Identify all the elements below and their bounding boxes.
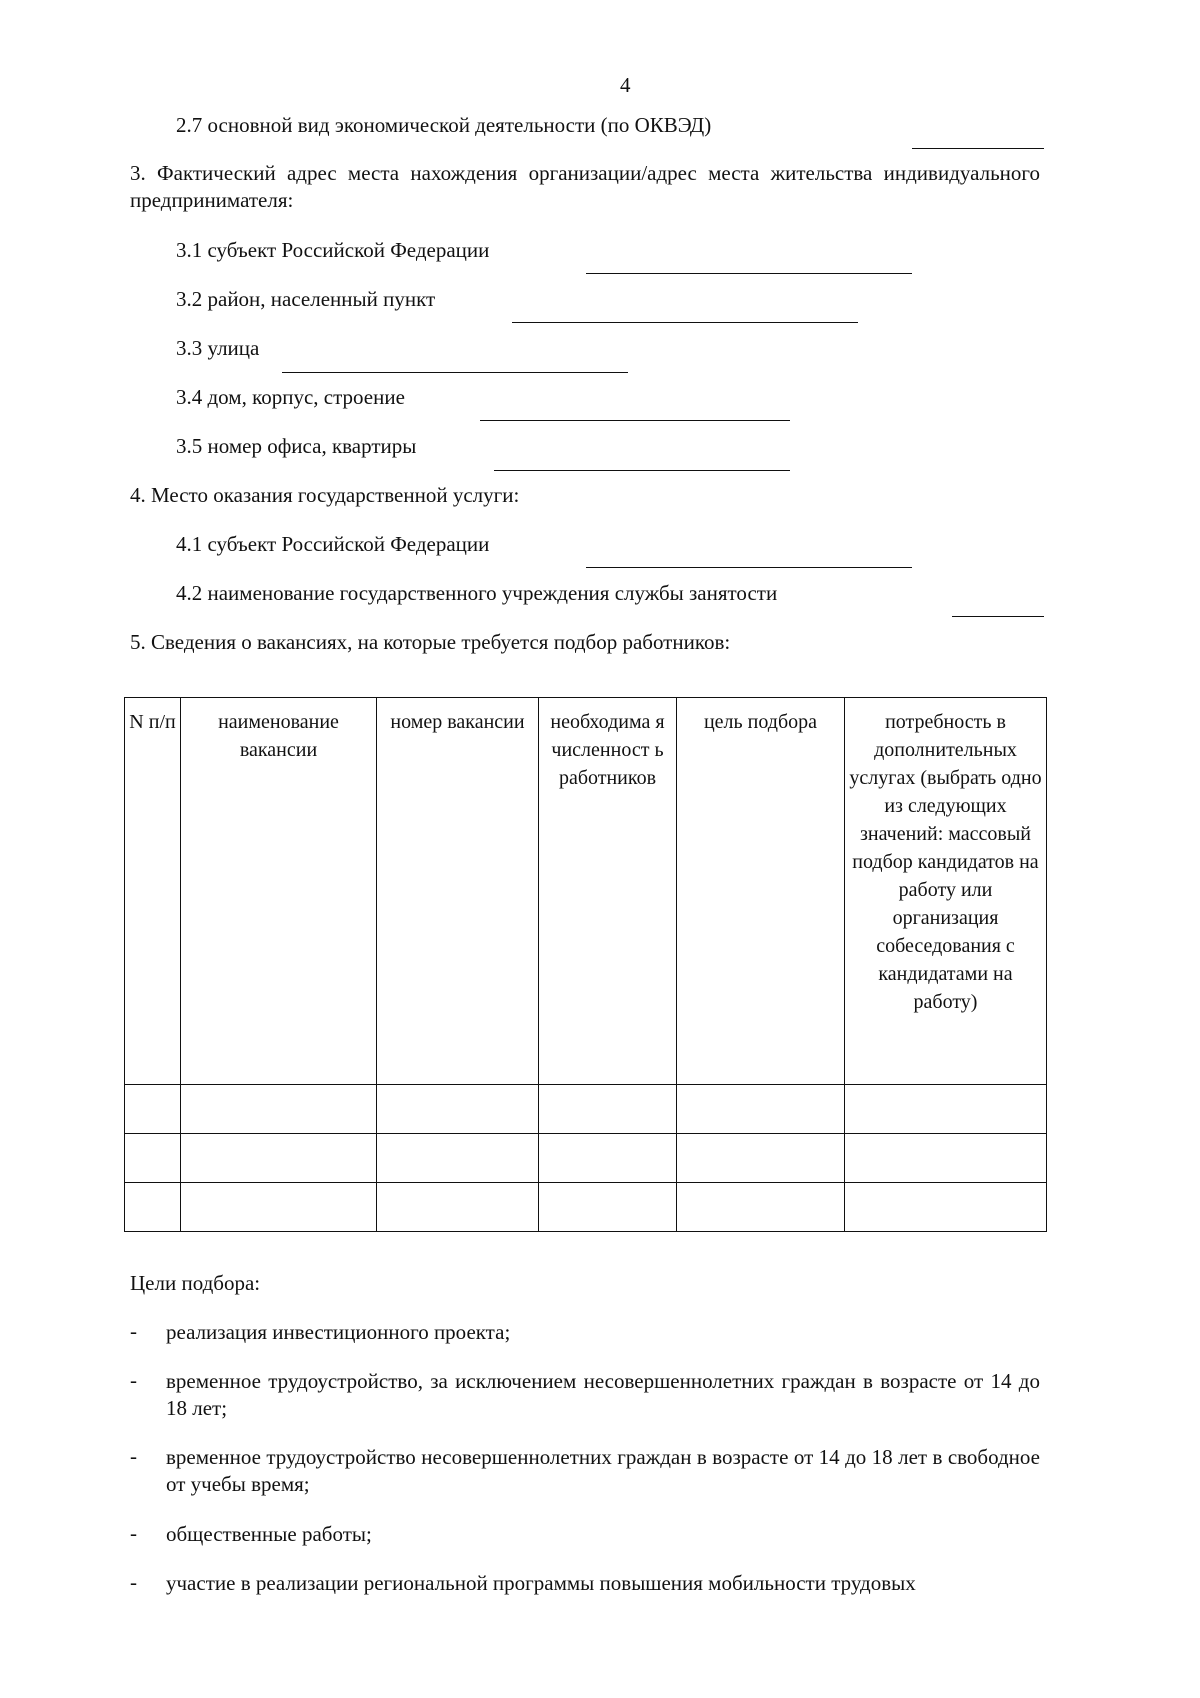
- table-row: [125, 1183, 1047, 1232]
- list-bullet: -: [130, 1444, 137, 1468]
- table-cell[interactable]: [377, 1183, 539, 1232]
- field-line-2-7[interactable]: [912, 148, 1044, 149]
- table-cell[interactable]: [377, 1134, 539, 1183]
- field-label-3-3: 3.3 улица: [176, 336, 260, 360]
- field-line-3-2[interactable]: [512, 322, 858, 323]
- field-label-2-7: 2.7 основной вид экономической деятельности (по ОКВЭД): [176, 113, 712, 137]
- header-selection-goal: цель подбора: [677, 698, 845, 1085]
- table-cell[interactable]: [677, 1183, 845, 1232]
- header-workers-count: необходима я численност ь работников: [539, 698, 677, 1085]
- list-item: временное трудоустройство несовершеннолетних граждан в возрасте от 14 до 18 лет в свободное от учебы время;: [166, 1445, 1040, 1496]
- field-label-3-2: 3.2 район, населенный пункт: [176, 287, 436, 311]
- table-cell[interactable]: [125, 1134, 181, 1183]
- list-item: общественные работы;: [166, 1522, 372, 1546]
- list-bullet: -: [130, 1570, 137, 1594]
- section-4-heading: 4. Место оказания государственной услуги:: [130, 483, 520, 507]
- header-additional-services: потребность в дополнительных услугах (выбрать одно из следующих значений: массовый подбор кандидатов на работу или организация собеседования с кандидатами на работу): [845, 698, 1047, 1085]
- header-number: N п/п: [125, 698, 181, 1085]
- field-line-3-3[interactable]: [282, 372, 628, 373]
- goals-title: Цели подбора:: [130, 1271, 261, 1295]
- field-line-3-1[interactable]: [586, 273, 912, 274]
- table-cell[interactable]: [845, 1085, 1047, 1134]
- table-cell[interactable]: [677, 1085, 845, 1134]
- field-label-4-1: 4.1 субъект Российской Федерации: [176, 532, 490, 556]
- vacancies-table: [124, 697, 1047, 1232]
- table-cell[interactable]: [845, 1134, 1047, 1183]
- table-cell[interactable]: [677, 1134, 845, 1183]
- table-row: [125, 1085, 1047, 1134]
- field-line-4-1[interactable]: [586, 567, 912, 568]
- field-line-3-5[interactable]: [494, 470, 790, 471]
- table-row: [125, 1134, 1047, 1183]
- header-vacancy-name: наименование вакансии: [181, 698, 377, 1085]
- table-cell[interactable]: [539, 1183, 677, 1232]
- section-3-heading: 3. Фактический адрес места нахождения организации/адрес места жительства индивидуального предпринимателя:: [130, 161, 1040, 212]
- table-cell[interactable]: [181, 1183, 377, 1232]
- table-cell[interactable]: [539, 1085, 677, 1134]
- list-item: временное трудоустройство, за исключением несовершеннолетних граждан в возрасте от 14 до 18 лет;: [166, 1369, 1040, 1420]
- list-item: участие в реализации региональной программы повышения мобильности трудовых: [166, 1571, 916, 1595]
- field-line-4-2[interactable]: [952, 616, 1044, 617]
- page-number: 4: [620, 73, 631, 97]
- section-5-heading: 5. Сведения о вакансиях, на которые требуется подбор работников:: [130, 630, 731, 654]
- field-label-3-4: 3.4 дом, корпус, строение: [176, 385, 405, 409]
- header-vacancy-number: номер вакансии: [377, 698, 539, 1085]
- list-bullet: -: [130, 1521, 137, 1545]
- field-label-3-1: 3.1 субъект Российской Федерации: [176, 238, 490, 262]
- list-item: реализация инвестиционного проекта;: [166, 1320, 511, 1344]
- table-cell[interactable]: [181, 1085, 377, 1134]
- field-line-3-4[interactable]: [480, 420, 790, 421]
- field-label-4-2: 4.2 наименование государственного учреждения службы занятости: [176, 581, 778, 605]
- table-cell[interactable]: [125, 1085, 181, 1134]
- table-cell[interactable]: [181, 1134, 377, 1183]
- field-label-3-5: 3.5 номер офиса, квартиры: [176, 434, 417, 458]
- table-cell[interactable]: [377, 1085, 539, 1134]
- list-bullet: -: [130, 1368, 137, 1392]
- table-cell[interactable]: [845, 1183, 1047, 1232]
- list-bullet: -: [130, 1319, 137, 1343]
- table-header-row: [125, 698, 1047, 1085]
- table-cell[interactable]: [539, 1134, 677, 1183]
- table-cell[interactable]: [125, 1183, 181, 1232]
